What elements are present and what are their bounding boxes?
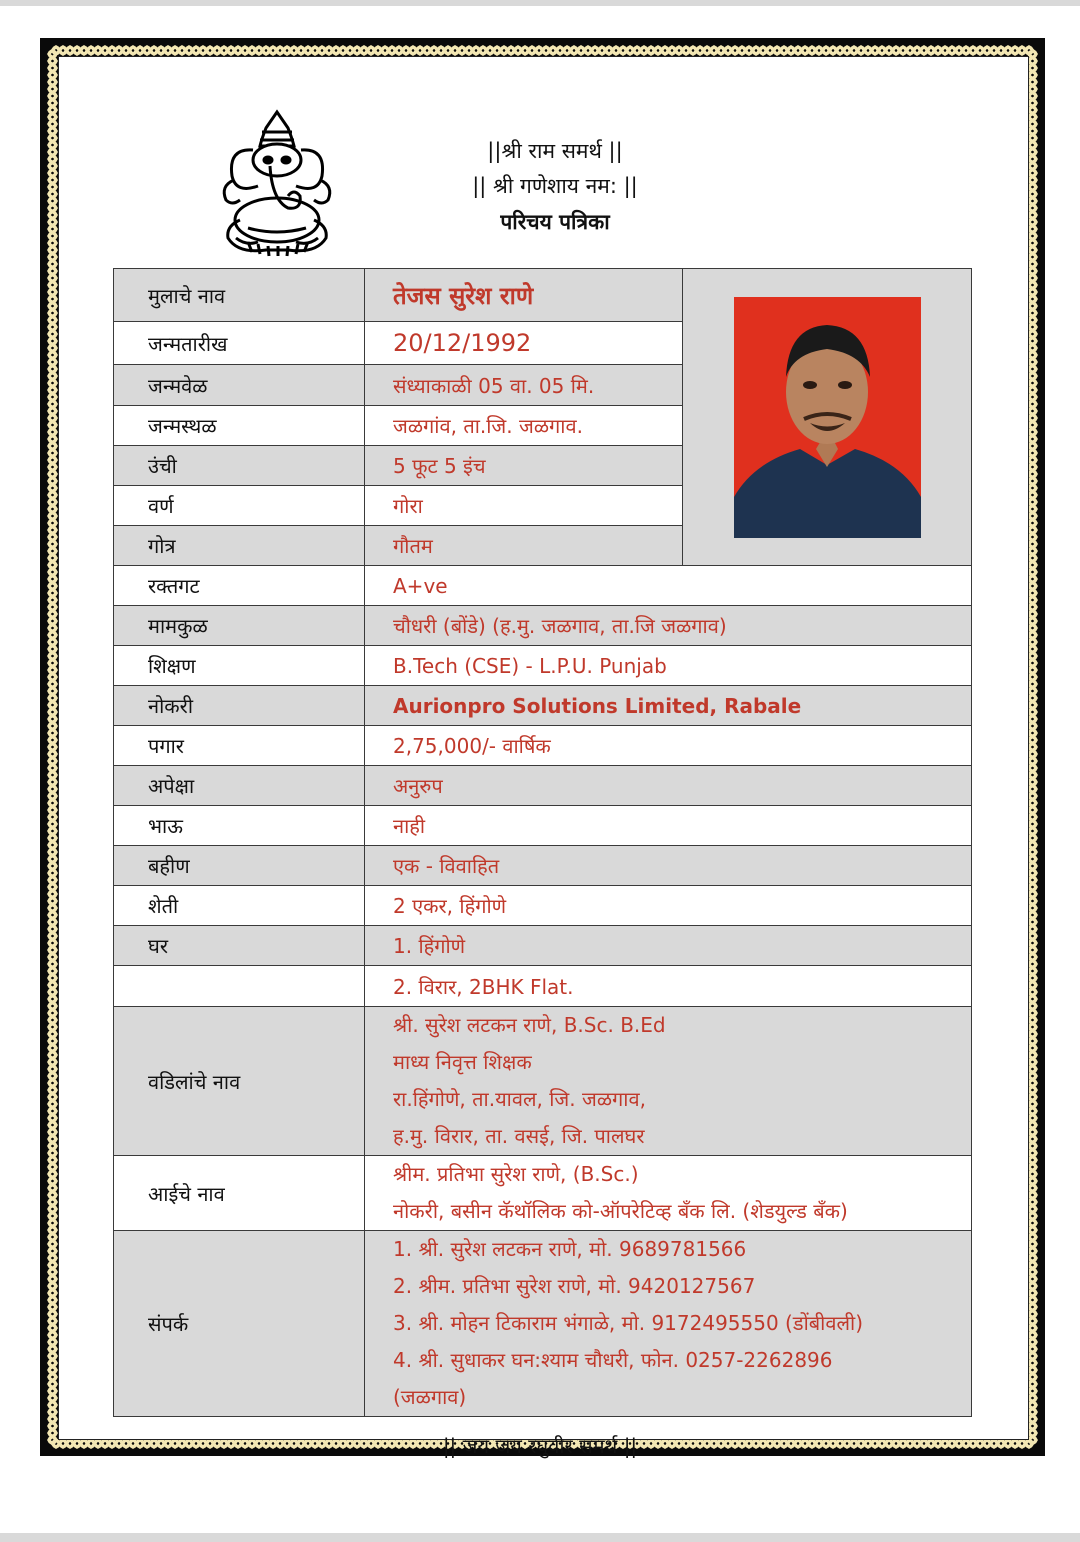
contact-line: 4. श्री. सुधाकर घन:श्याम चौधरी, फोन. 0257-2262896 [393, 1348, 833, 1372]
biodata-table [113, 268, 972, 1417]
contact-line: 2. श्रीम. प्रतिभा सुरेश राणे, मो. 9420127567 [393, 1274, 756, 1298]
mother-line: नोकरी, बसीन कॅथॉलिक को-ऑपरेटिव्ह बॅंक लि. (शेडयुल्ड बॅंक) [393, 1199, 848, 1223]
field-label: घर [114, 926, 365, 966]
field-value: एक - विवाहित [365, 846, 972, 886]
table-row [114, 926, 972, 966]
father-details [365, 1007, 972, 1156]
father-label: वडिलांचे नाव [114, 1007, 365, 1156]
table-row [114, 806, 972, 846]
table-row [114, 1156, 972, 1231]
field-label: गोत्र [114, 526, 365, 566]
footer-blessing: || जय जय रघुवीर समर्थ || [442, 1434, 638, 1458]
field-label: नोकरी [114, 686, 365, 726]
field-value: B.Tech (CSE) - L.P.U. Punjab [365, 646, 972, 686]
table-row [114, 766, 972, 806]
table-row [114, 686, 972, 726]
table-row [114, 726, 972, 766]
field-label: मामकुळ [114, 606, 365, 646]
ganesh-icon [218, 108, 336, 260]
field-value: A+ve [365, 566, 972, 606]
field-label: मुलाचे नाव [114, 269, 365, 322]
field-value: गौतम [365, 526, 683, 566]
field-value: अनुरुप [365, 766, 972, 806]
contact-label: संपर्क [114, 1231, 365, 1417]
field-value: चौधरी (बोंडे) (ह.मु. जळगाव, ता.जि जळगाव) [365, 606, 972, 646]
field-value: जळगांव, ता.जि. जळगाव. [365, 406, 683, 446]
field-label: जन्मवेळ [114, 365, 365, 406]
field-value: तेजस सुरेश राणे [365, 269, 683, 322]
table-row [114, 1007, 972, 1156]
table-row [114, 886, 972, 926]
table-row [114, 269, 972, 322]
table-row [114, 566, 972, 606]
field-label: अपेक्षा [114, 766, 365, 806]
contact-line: 1. श्री. सुरेश लटकन राणे, मो. 9689781566 [393, 1237, 747, 1261]
field-value: 2. विरार, 2BHK Flat. [365, 966, 972, 1007]
field-label [114, 966, 365, 1007]
profile-photo [734, 297, 921, 538]
table-row [114, 646, 972, 686]
field-label: उंची [114, 446, 365, 486]
field-value: संध्याकाळी 05 वा. 05 मि. [365, 365, 683, 406]
field-label: वर्ण [114, 486, 365, 526]
photo-cell [683, 269, 972, 566]
field-value: नाही [365, 806, 972, 846]
father-line: रा.हिंगोणे, ता.यावल, जि. जळगाव, [393, 1087, 646, 1111]
contact-details [365, 1231, 972, 1417]
field-label: पगार [114, 726, 365, 766]
table-row [114, 606, 972, 646]
invocation-line-1: ||श्री राम समर्थ || [487, 139, 623, 163]
page-title: परिचय पत्रिका [500, 210, 610, 234]
invocation-line-2: || श्री गणेशाय नम: || [472, 174, 638, 198]
field-value: 5 फूट 5 इंच [365, 446, 683, 486]
field-value: गोरा [365, 486, 683, 526]
field-label: जन्मस्थळ [114, 406, 365, 446]
mother-details [365, 1156, 972, 1231]
mother-line: श्रीम. प्रतिभा सुरेश राणे, (B.Sc.) [393, 1162, 639, 1186]
mother-label: आईचे नाव [114, 1156, 365, 1231]
field-label: रक्तगट [114, 566, 365, 606]
field-value: 1. हिंगोणे [365, 926, 972, 966]
father-line: माध्य निवृत्त शिक्षक [393, 1050, 532, 1074]
table-row [114, 846, 972, 886]
contact-line: 3. श्री. मोहन टिकाराम भंगाळे, मो. 9172495550 (डोंबीवली) [393, 1311, 864, 1335]
field-value: Aurionpro Solutions Limited, Rabale [365, 686, 972, 726]
field-label: जन्मतारीख [114, 322, 365, 365]
contact-line: (जळगाव) [393, 1385, 467, 1409]
field-label: शिक्षण [114, 646, 365, 686]
table-row [114, 966, 972, 1007]
father-line: ह.मु. विरार, ता. वसई, जि. पालघर [393, 1124, 645, 1148]
father-line: श्री. सुरेश लटकन राणे, B.Sc. B.Ed [393, 1013, 666, 1037]
field-value: 2 एकर, हिंगोणे [365, 886, 972, 926]
table-row [114, 1231, 972, 1417]
field-value: 20/12/1992 [365, 322, 683, 365]
field-value: 2,75,000/- वार्षिक [365, 726, 972, 766]
field-label: बहीण [114, 846, 365, 886]
field-label: भाऊ [114, 806, 365, 846]
field-label: शेती [114, 886, 365, 926]
